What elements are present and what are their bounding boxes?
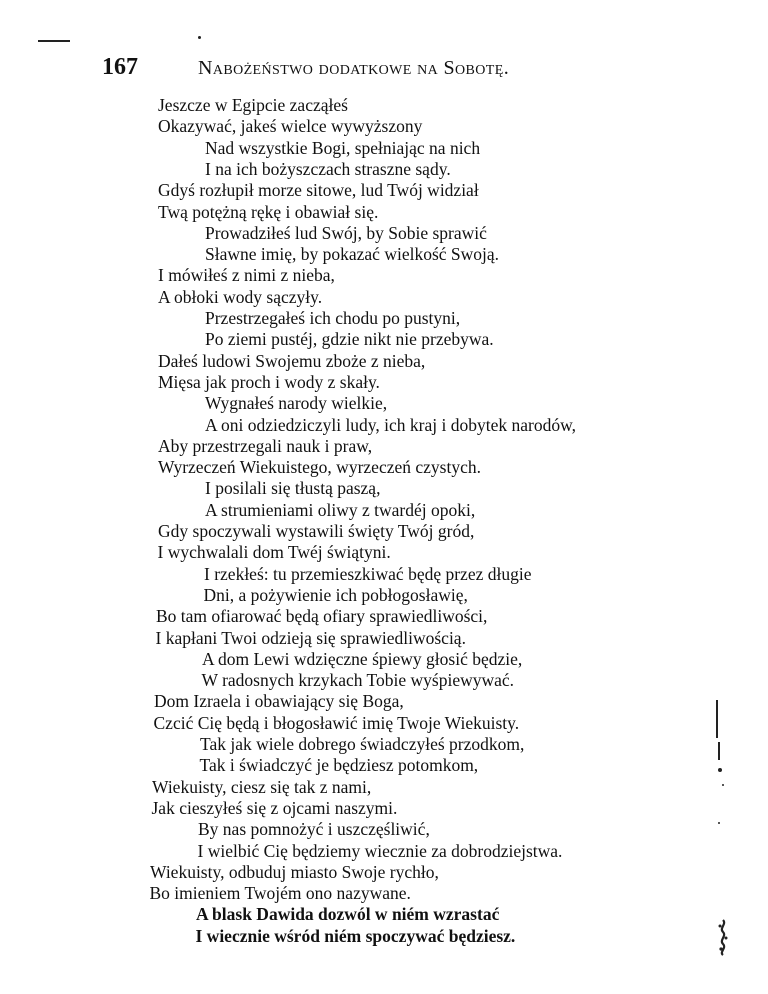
poem-line: A obłoki wody sączyły.: [158, 286, 323, 307]
poem-line: I wiecznie wśród niém spoczywać będziesz.: [195, 925, 516, 946]
poem-line: Tak jak wiele dobrego świadczyłeś przodkom,: [200, 734, 525, 754]
poem-line: Twą potężną rękę i obawiał się.: [158, 201, 379, 222]
ink-speck: [718, 768, 722, 772]
poem-line: Dni, a pożywienie ich pobłogosławię,: [203, 584, 468, 605]
poem-line: Wiekuisty, odbuduj miasto Swoje rychło,: [150, 861, 439, 882]
poem-line: Sławne imię, by pokazać wielkość Swoją.: [205, 244, 500, 265]
poem-line: Mięsa jak proch i wody z skały.: [158, 371, 380, 392]
margin-rule-mark: [718, 742, 720, 760]
poem-line: A blask Dawida dozwól w niém wzrastać: [196, 904, 500, 925]
poem-line: Prowadziłeś lud Swój, by Sobie sprawić: [205, 222, 487, 243]
ornament-icon: [716, 918, 730, 956]
poem-line: Jeszcze w Egipcie zacząłeś: [158, 95, 348, 115]
poem-line: Aby przestrzegali nauk i praw,: [158, 435, 373, 456]
poem-line: Bo imieniem Twojém ono nazywane.: [149, 883, 411, 904]
top-rule-mark: [38, 40, 70, 42]
poem-line: Wyrzeczeń Wiekuistego, wyrzeczeń czystych.: [158, 457, 481, 478]
poem-line: Wygnałeś narody wielkie,: [205, 393, 388, 414]
margin-rule-mark: [716, 700, 718, 738]
poem-line: Gdyś rozłupił morze sitowe, lud Twój widział: [158, 180, 479, 201]
poem-line: I na ich bożyszczach straszne sądy.: [205, 158, 451, 179]
poem-line: Gdy spoczywali wystawili święty Twój gród,: [158, 521, 475, 541]
poem-line: I wychwalali dom Twéj świątyni.: [157, 542, 391, 563]
poem-line: Wiekuisty, ciesz się tak z nami,: [152, 776, 372, 797]
poem-line: Po ziemi pustéj, gdzie nikt nie przebywa.: [205, 329, 494, 350]
poem-line: I rzekłeś: tu przemieszkiwać będę przez długie: [204, 563, 532, 584]
poem-line: Dom Izraela i obawiający się Boga,: [154, 691, 404, 712]
poem-line: Tak i świadczyć je będziesz potomkom,: [199, 755, 479, 776]
poem-line: Bo tam ofiarować będą ofiary sprawiedliwości,: [156, 606, 488, 627]
ink-speck: [722, 784, 724, 786]
poem-line: Nad wszystkie Bogi, spełniając na nich: [205, 137, 481, 158]
ink-speck: [718, 822, 720, 824]
poem-line: I wielbić Cię będziemy wiecznie za dobrodziejstwa.: [197, 840, 563, 861]
poem-line: W radosnych krzykach Tobie wyśpiewywać.: [201, 670, 515, 691]
poem-line: Czcić Cię będą i błogosławić imię Twoje Wiekuisty.: [153, 712, 520, 733]
poem-line: I kapłani Twoi odzieją się sprawiedliwością.: [155, 627, 466, 648]
running-title: Nabożeństwo dodatkowe na Sobotę.: [198, 57, 510, 79]
page-number: 167: [102, 54, 138, 80]
poem-line: By nas pomnożyć i uszczęśliwić,: [198, 819, 430, 840]
poem-line: A strumieniami oliwy z twardéj opoki,: [205, 499, 476, 520]
page-header: [102, 54, 662, 88]
poem-line: Okazywać, jakeś wielce wywyższony: [158, 116, 423, 137]
poem-line: A oni odziedziczyli ludy, ich kraj i dobytek narodów,: [205, 414, 576, 435]
ink-speck: [198, 36, 201, 39]
poem-line: I mówiłeś z nimi z nieba,: [158, 265, 335, 286]
poem-line: Jak cieszyłeś się z ojcami naszymi.: [151, 797, 398, 818]
poem-line: Dałeś ludowi Swojemu zboże z nieba,: [158, 350, 426, 371]
poem-line: A dom Lewi wdzięczne śpiewy głosić będzie,: [202, 648, 523, 669]
poem-line: I posilali się tłustą paszą,: [205, 478, 381, 499]
poem-line: Przestrzegałeś ich chodu po pustyni,: [205, 308, 461, 328]
